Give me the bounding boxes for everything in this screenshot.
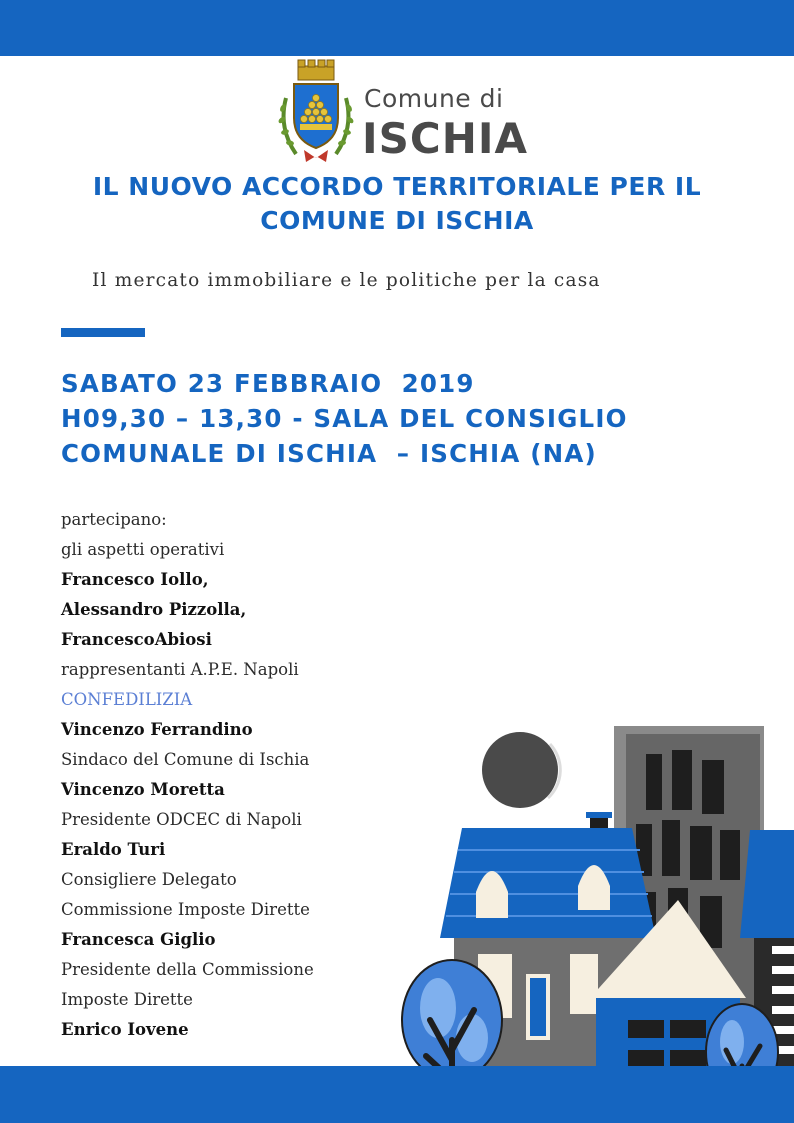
participant-line: rappresentanti A.P.E. Napoli [61,660,299,679]
participant-line: Francesca Giglio [61,930,216,949]
participant-line: Enrico Iovene [61,1020,189,1039]
event-location: COMUNALE DI ISCHIA – ISCHIA (NA) [61,439,597,468]
logo-comune-di: Comune di [364,84,504,113]
title-line-2: COMUNE DI ISCHIA [260,206,534,235]
event-date: SABATO 23 FEBBRAIO 2019 [61,369,475,398]
house-and-building-illustration [400,720,794,1123]
event-details [61,366,628,471]
accent-divider [61,328,145,337]
participant-line: Francesco Iollo, [61,570,209,589]
comune-logo [276,58,526,168]
participant-line: CONFEDILIZIA [61,690,193,709]
participant-line: Consigliere Delegato [61,870,237,889]
participant-line: partecipano: [61,510,167,529]
participant-line: Eraldo Turi [61,840,166,859]
participant-line: Imposte Dirette [61,990,193,1009]
participant-line: FrancescoAbiosi [61,630,212,649]
participant-line: Vincenzo Ferrandino [61,720,253,739]
participant-line: Presidente ODCEC di Napoli [61,810,302,829]
participant-line: gli aspetti operativi [61,540,225,559]
participant-line: Presidente della Commissione [61,960,314,979]
participant-line: Commissione Imposte Dirette [61,900,310,919]
participants-list [61,505,314,1045]
subtitle: Il mercato immobiliare e le politiche per la casa [92,270,601,291]
page-title [40,170,754,238]
title-line-1: IL NUOVO ACCORDO TERRITORIALE PER IL [92,172,702,201]
participant-line: Vincenzo Moretta [61,780,225,799]
participant-line: Alessandro Pizzolla, [61,600,247,619]
bottom-band [0,1066,794,1123]
top-band [0,0,794,56]
event-time-venue: H09,30 – 13,30 - SALA DEL CONSIGLIO [61,404,628,433]
municipal-crest-icon [276,58,356,166]
participant-line: Sindaco del Comune di Ischia [61,750,310,769]
logo-ischia: ISCHIA [362,114,528,163]
